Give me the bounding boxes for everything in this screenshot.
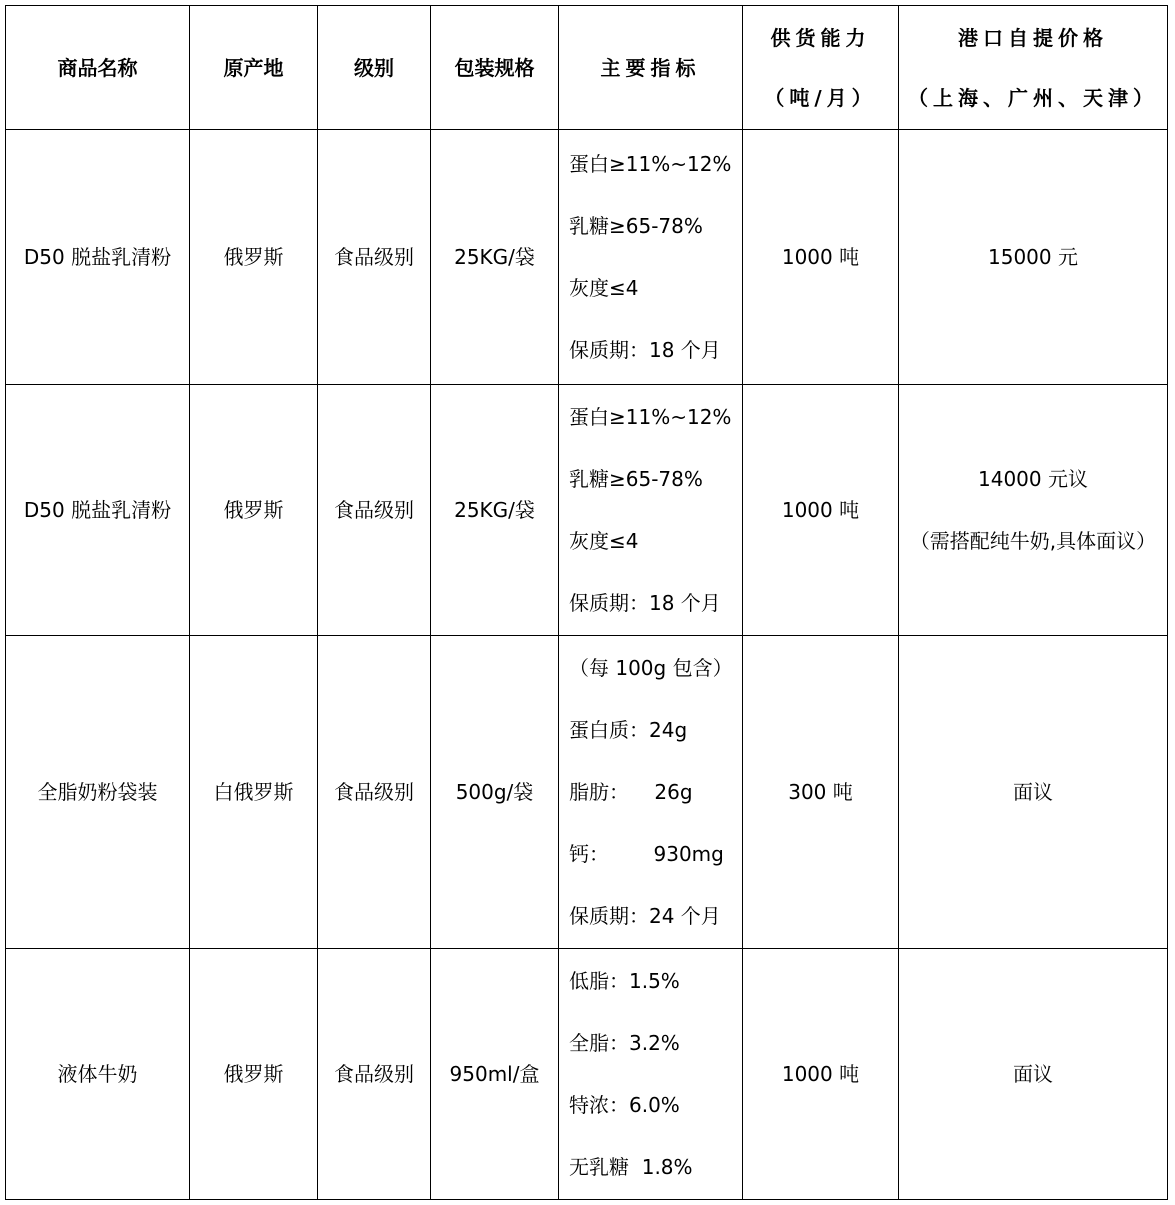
spec-line: 全脂：3.2%	[569, 1031, 680, 1055]
table-row	[6, 636, 1168, 949]
spec-line: （每 100g 包含）	[569, 656, 733, 680]
cell-package: 25KG/袋	[431, 385, 559, 636]
cell-package: 25KG/袋	[431, 130, 559, 385]
header-package: 包装规格	[431, 6, 559, 130]
price-line: 15000 元	[988, 245, 1078, 269]
cell-origin: 俄罗斯	[190, 130, 318, 385]
cell-capacity: 1000 吨	[743, 130, 899, 385]
header-price: 港口自提价格 （上海、广州、天津）	[899, 6, 1168, 130]
header-specs: 主要指标	[559, 6, 743, 130]
cell-product-name: D50 脱盐乳清粉	[6, 130, 190, 385]
table-row	[6, 949, 1168, 1200]
spec-line: 蛋白≥11%~12%	[569, 152, 732, 176]
header-capacity: 供货能力 （吨/月）	[743, 6, 899, 130]
spec-line: 保质期：18 个月	[569, 591, 721, 615]
cell-specs	[559, 949, 743, 1200]
spec-line: 灰度≤4	[569, 529, 639, 553]
spec-line: 蛋白≥11%~12%	[569, 405, 732, 429]
cell-capacity: 1000 吨	[743, 949, 899, 1200]
cell-capacity: 300 吨	[743, 636, 899, 949]
cell-origin: 俄罗斯	[190, 949, 318, 1200]
price-line: 14000 元议	[978, 467, 1088, 491]
spec-line: 蛋白质：24g	[569, 718, 688, 742]
spec-line: 乳糖≥65-78%	[569, 214, 703, 238]
price-line: 面议	[1013, 780, 1053, 804]
price-line: 面议	[1013, 1062, 1053, 1086]
cell-grade: 食品级别	[318, 949, 431, 1200]
table-row	[6, 130, 1168, 385]
header-product-name: 商品名称	[6, 6, 190, 130]
cell-price	[899, 636, 1168, 949]
cell-price	[899, 949, 1168, 1200]
header-grade: 级别	[318, 6, 431, 130]
spec-line: 脂肪： 26g	[569, 780, 693, 804]
cell-specs	[559, 636, 743, 949]
cell-origin: 白俄罗斯	[190, 636, 318, 949]
header-row	[6, 6, 1168, 130]
cell-price	[899, 130, 1168, 385]
cell-grade: 食品级别	[318, 636, 431, 949]
table-row	[6, 385, 1168, 636]
price-note: （需搭配纯牛奶,具体面议）	[909, 529, 1157, 553]
cell-price	[899, 385, 1168, 636]
spec-line: 钙： 930mg	[569, 842, 724, 866]
cell-package: 950ml/盒	[431, 949, 559, 1200]
cell-specs	[559, 385, 743, 636]
spec-line: 无乳糖 1.8%	[569, 1155, 693, 1179]
spec-line: 灰度≤4	[569, 276, 639, 300]
cell-product-name: 液体牛奶	[6, 949, 190, 1200]
cell-product-name: 全脂奶粉袋装	[6, 636, 190, 949]
cell-origin: 俄罗斯	[190, 385, 318, 636]
cell-specs	[559, 130, 743, 385]
cell-product-name: D50 脱盐乳清粉	[6, 385, 190, 636]
spec-line: 低脂：1.5%	[569, 969, 680, 993]
spec-line: 特浓：6.0%	[569, 1093, 680, 1117]
cell-package: 500g/袋	[431, 636, 559, 949]
spec-line: 乳糖≥65-78%	[569, 467, 703, 491]
cell-capacity: 1000 吨	[743, 385, 899, 636]
spec-line: 保质期：18 个月	[569, 338, 721, 362]
spec-line: 保质期：24 个月	[569, 904, 721, 928]
product-table	[5, 5, 1168, 1200]
cell-grade: 食品级别	[318, 385, 431, 636]
cell-grade: 食品级别	[318, 130, 431, 385]
header-origin: 原产地	[190, 6, 318, 130]
